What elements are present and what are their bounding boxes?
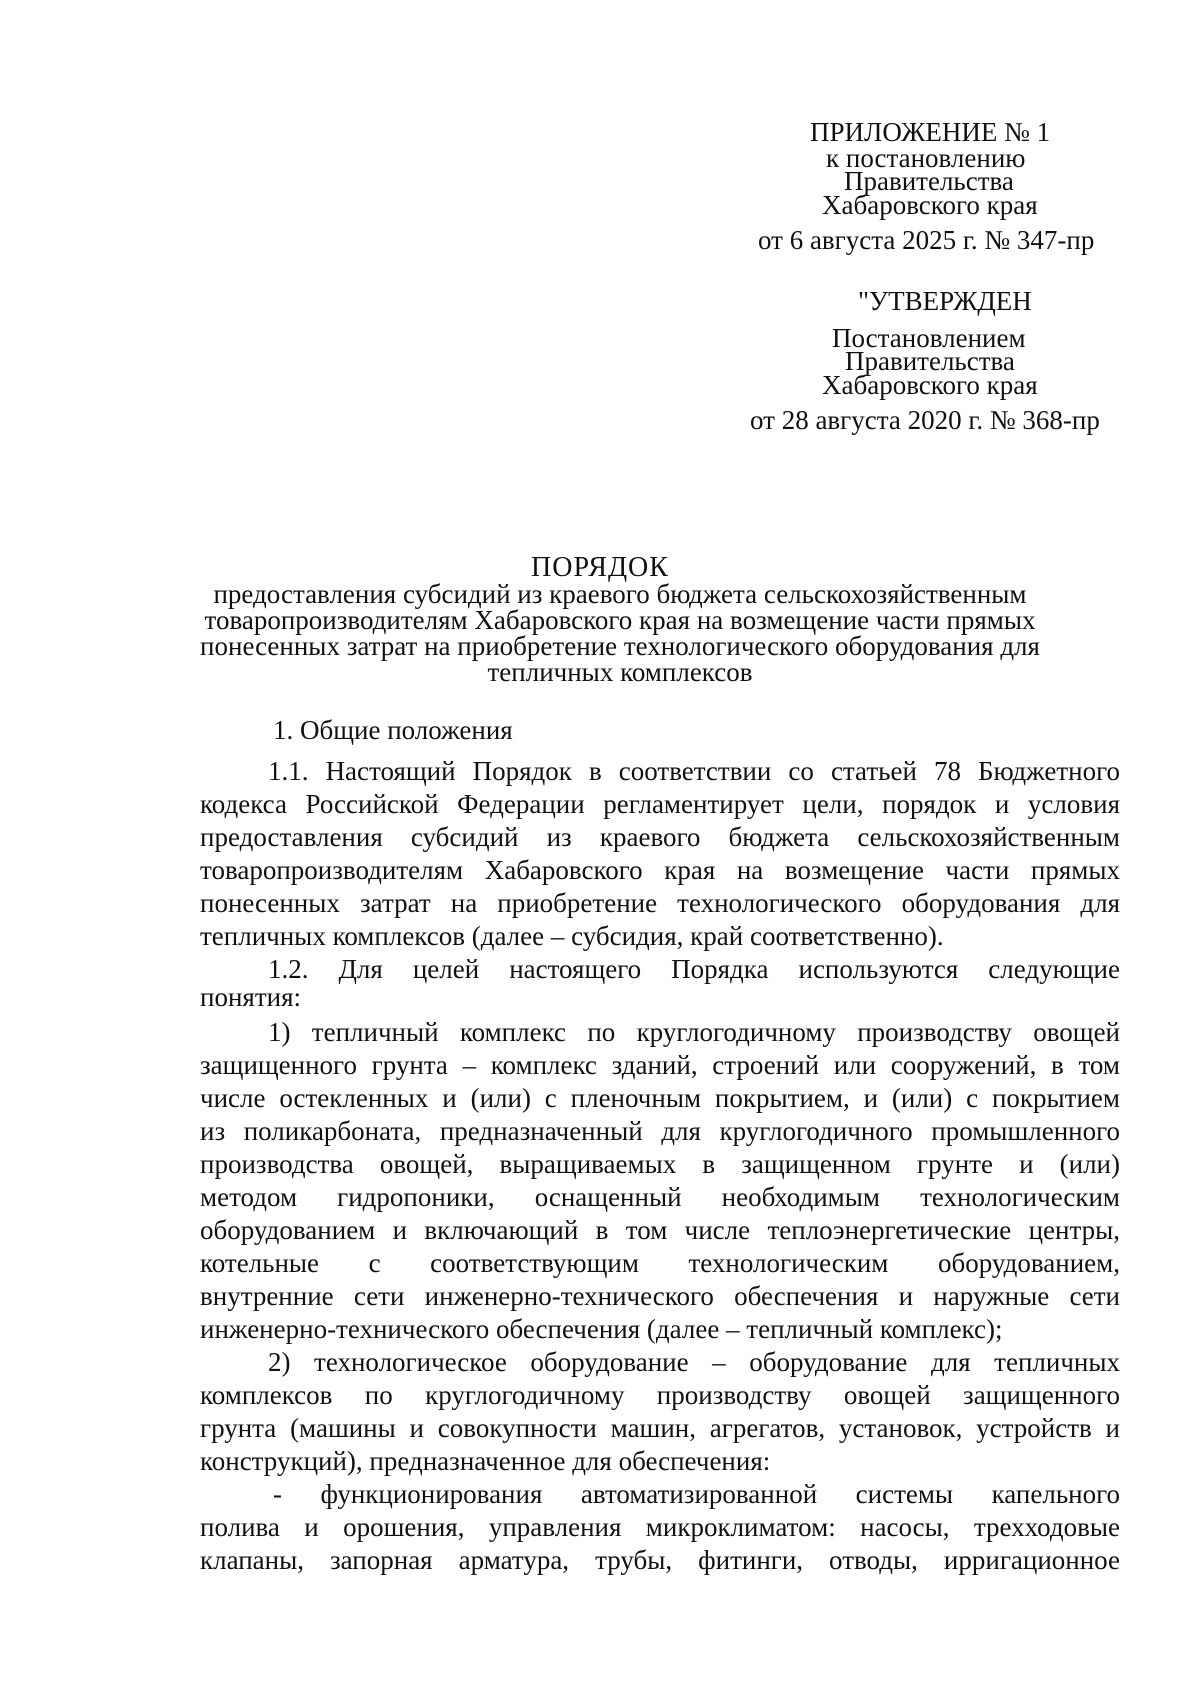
paragraph-line: оборудованием и включающий в том числе теплоэнергетические центры,	[200, 1215, 1120, 1245]
paragraph-line: методом гидропоники, оснащенный необходимым технологическим	[200, 1182, 1120, 1212]
paragraph-line: числе остекленных и (или) с пленочным покрытием, и (или) с покрытием	[200, 1083, 1120, 1113]
paragraph-line: защищенного грунта – комплекс зданий, строений или сооружений, в том	[200, 1050, 1120, 1080]
paragraph-line: из поликарбоната, предназначенный для круглогодичного промышленного	[200, 1116, 1120, 1146]
paragraph-line: котельные с соответствующим технологическим оборудованием,	[200, 1248, 1120, 1278]
paragraph-line: предоставления субсидий из краевого бюджета сельскохозяйственным	[200, 822, 1120, 852]
paragraph-line: производства овощей, выращиваемых в защищенном грунте и (или)	[200, 1149, 1120, 1179]
paragraph-line: клапаны, запорная арматура, трубы, фитинги, отводы, ирригационное	[200, 1545, 1120, 1575]
paragraph-line: комплексов по круглогодичному производству овощей защищенного	[200, 1380, 1120, 1410]
paragraph-line: тепличных комплексов (далее – субсидия, край соответственно).	[200, 921, 944, 951]
paragraph-line: 1.1. Настоящий Порядок в соответствии со статьей 78 Бюджетного	[268, 756, 1120, 786]
paragraph-line: кодекса Российской Федерации регламентирует цели, порядок и условия	[200, 789, 1120, 819]
document-subtitle: предоставления субсидий из краевого бюджета сельскохозяйственным товаропроизводителям Хабаровского края на возмещение части прямых понесенных затрат на приобретение технологического оборудования для тепличных комплексов	[200, 579, 1040, 687]
approved-title: "УТВЕРЖДЕН	[858, 286, 1032, 316]
attachment-line: Хабаровского края	[822, 190, 1038, 220]
approved-line: Хабаровского края	[822, 370, 1038, 400]
attachment-line: к постановлению	[826, 143, 1026, 173]
paragraph-line: - функционирования автоматизированной системы капельного	[273, 1479, 1120, 1509]
paragraph-line: конструкций), предназначенное для обеспечения:	[200, 1446, 771, 1476]
paragraph-line: 2) технологическое оборудование – оборудование для тепличных	[268, 1347, 1120, 1377]
approved-line: Постановлением	[832, 323, 1026, 353]
attachment-title: ПРИЛОЖЕНИЕ № 1	[810, 117, 1051, 147]
section-heading: 1. Общие положения	[273, 715, 513, 745]
approved-date: от 28 августа 2020 г. № 368-пр	[750, 405, 1100, 435]
document-title: ПОРЯДОК	[531, 552, 669, 583]
paragraph-line: грунта (машины и совокупности машин, агрегатов, установок, устройств и	[200, 1413, 1120, 1443]
paragraph-line: внутренние сети инженерно-технического обеспечения и наружные сети	[200, 1281, 1120, 1311]
paragraph-line: понятия:	[200, 982, 301, 1012]
paragraph-line: товаропроизводителям Хабаровского края на возмещение части прямых	[200, 855, 1120, 885]
paragraph-line: 1.2. Для целей настоящего Порядка используются следующие	[268, 954, 1120, 984]
paragraph-line: 1) тепличный комплекс по круглогодичному производству овощей	[268, 1017, 1120, 1047]
paragraph-line: инженерно-технического обеспечения (далее – тепличный комплекс);	[200, 1314, 1003, 1344]
attachment-date: от 6 августа 2025 г. № 347-пр	[758, 225, 1095, 255]
approved-line: Правительства	[845, 346, 1015, 376]
attachment-line: Правительства	[844, 166, 1014, 196]
paragraph-line: полива и орошения, управления микроклиматом: насосы, трехходовые	[200, 1512, 1120, 1542]
paragraph-line: понесенных затрат на приобретение технологического оборудования для	[200, 888, 1120, 918]
